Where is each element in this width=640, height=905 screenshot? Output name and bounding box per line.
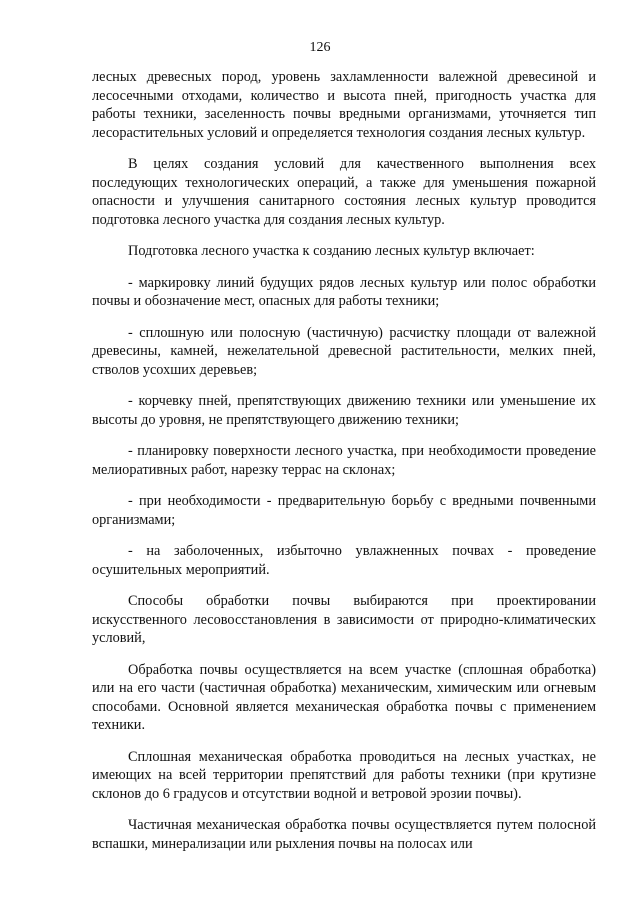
paragraph: Способы обработки почвы выбираются при проектировании искусственного лесовосстановления в зависимости от природно-климатических условий, bbox=[92, 593, 596, 646]
page-body bbox=[92, 68, 596, 866]
list-item: - планировку поверхности лесного участка, при необходимости проведение мелиоративных работ, нарезку террас на склонах; bbox=[92, 443, 596, 478]
paragraph: Частичная механическая обработка почвы осуществляется путем полосной вспашки, минерализации или рыхления почвы на полосах или bbox=[92, 817, 596, 852]
paragraph: Обработка почвы осуществляется на всем участке (сплошная обработка) или на его части (частичная обработка) механическим, химическим или огневым способами. Основной является механическая обработка почвы с применением техники. bbox=[92, 661, 596, 733]
list-item: - маркировку линий будущих рядов лесных культур или полос обработки почвы и обозначение мест, опасных для работы техники; bbox=[92, 274, 596, 309]
paragraph-continuation: лесных древесных пород, уровень захламленности валежной древесиной и лесосечными отходами, количество и высота пней, пригодность участка для работы техники, заселенность почвы вредными организмами, уточняется тип лесорастительных условий и определяется технология создания лесных культур. bbox=[92, 69, 596, 141]
paragraph: В целях создания условий для качественного выполнения всех последующих технологических операций, а также для уменьшения пожарной опасности и улучшения санитарного состояния лесных культур проводится подготовка лесного участка для создания лесных культур. bbox=[92, 156, 596, 228]
list-item: - сплошную или полосную (частичную) расчистку площади от валежной древесины, камней, нежелательной древесной растительности, мелких пней, стволов усохших деревьев; bbox=[92, 324, 596, 378]
page-number: 126 bbox=[309, 40, 331, 55]
list-item: - корчевку пней, препятствующих движению техники или уменьшение их высоты до уровня, не препятствующего движению техники; bbox=[92, 393, 596, 428]
paragraph: Сплошная механическая обработка проводиться на лесных участках, не имеющих на всей территории препятствий для работы техники (при крутизне склонов до 6 градусов и отсутствии водной и ветровой эрозии почвы). bbox=[92, 748, 596, 802]
paragraph: Подготовка лесного участка к созданию лесных культур включает: bbox=[128, 243, 535, 259]
list-item: - при необходимости - предварительную борьбу с вредными почвенными организмами; bbox=[92, 493, 596, 528]
list-item: - на заболоченных, избыточно увлажненных почвах - проведение осушительных мероприятий. bbox=[92, 543, 596, 578]
